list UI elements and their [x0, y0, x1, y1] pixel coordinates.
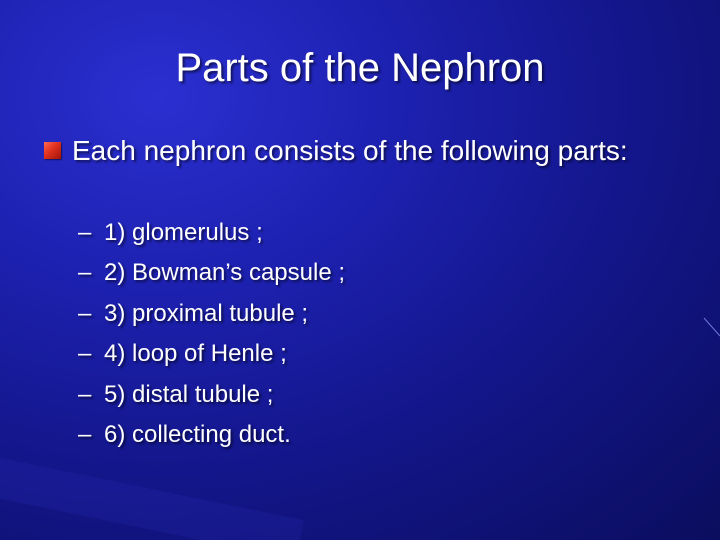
list-item-text: 1) glomerulus ; — [104, 219, 263, 246]
dash: – — [78, 340, 92, 368]
nephron-parts-list — [78, 213, 345, 455]
list-item-text: 4) loop of Henle ; — [104, 340, 287, 368]
list-item-text: 3) proximal tubule ; — [104, 299, 309, 327]
list-item-text: 6) collecting duct. — [104, 420, 291, 448]
dash: – — [78, 380, 92, 408]
list-item — [78, 375, 345, 415]
slide-title: Parts of the Nephron — [175, 46, 545, 90]
list-item — [78, 213, 345, 253]
list-item-text: 5) distal tubule ; — [104, 380, 274, 408]
bullet-square-icon — [44, 142, 61, 159]
dash: – — [78, 259, 92, 287]
list-item-text: 2) Bowman’s capsule ; — [104, 259, 346, 287]
main-bullet-text: Each nephron consists of the following parts: — [72, 135, 628, 166]
dash: – — [78, 420, 92, 448]
list-item — [78, 415, 345, 455]
dash: – — [78, 299, 92, 327]
list-item — [78, 294, 345, 334]
dash: – — [78, 219, 92, 246]
list-item — [78, 253, 345, 293]
list-item — [78, 334, 345, 374]
